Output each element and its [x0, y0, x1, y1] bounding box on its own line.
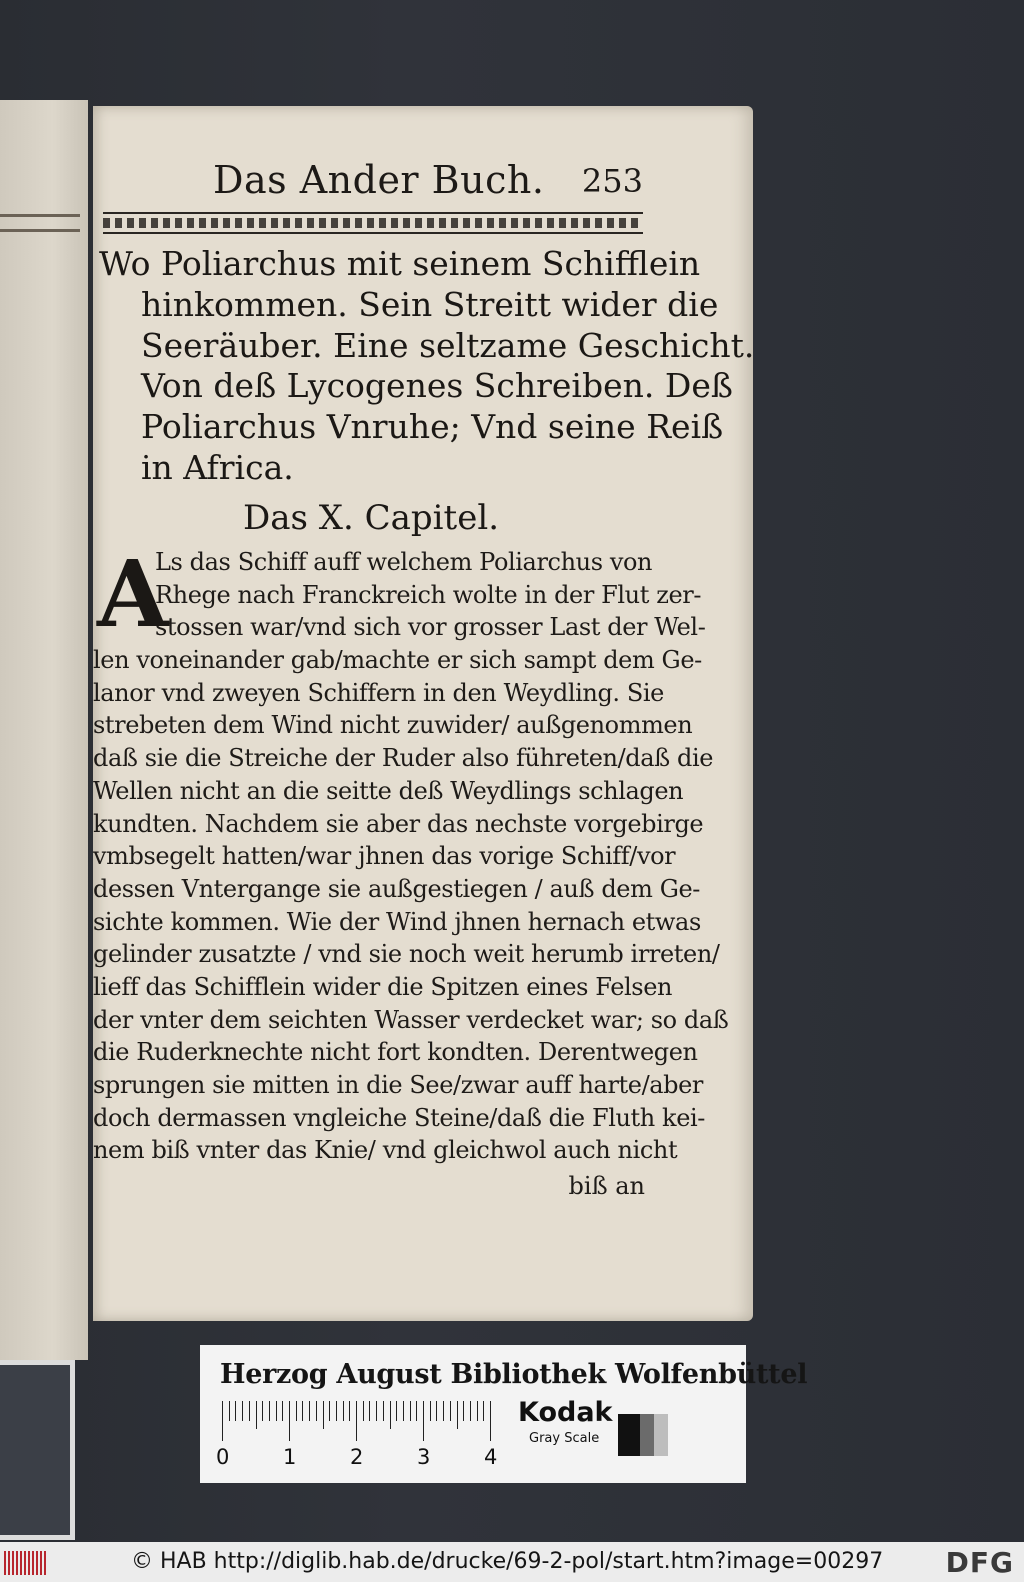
body-line: lanor vnd zweyen Schiffern in den Weydling. Sie — [93, 678, 664, 707]
ruler-tick — [269, 1401, 270, 1421]
ruler-tick — [235, 1401, 236, 1421]
ruler-tick — [483, 1401, 484, 1421]
ruler-tick — [403, 1401, 404, 1421]
ruler-number: 3 — [417, 1445, 431, 1469]
body-line: strebeten dem Wind nicht zuwider/ außgenommen — [93, 711, 693, 740]
gray-patch-light — [654, 1414, 668, 1456]
library-color-target — [200, 1345, 808, 1483]
gray-scale-caption: Gray Scale — [529, 1431, 600, 1446]
previous-page-edge — [0, 100, 88, 1360]
chapter-summary — [99, 244, 755, 489]
hab-barcode-icon — [4, 1551, 48, 1575]
body-line: len voneinander gab/machte er sich sampt dem Ge- — [93, 646, 702, 675]
ruler-tick — [457, 1401, 458, 1429]
drop-cap: A — [97, 540, 169, 648]
ruler-tick — [383, 1401, 384, 1421]
ruler-tick — [490, 1401, 491, 1441]
chapter-title: Das X. Capitel. — [243, 498, 499, 538]
ruler-tick — [323, 1401, 324, 1429]
copyright-url: © HAB http://diglib.hab.de/drucke/69-2-pol/start.htm?image=00297 — [131, 1549, 884, 1574]
ruler-tick — [296, 1401, 297, 1421]
ruler-tick — [390, 1401, 391, 1429]
ruler-tick — [376, 1401, 377, 1421]
running-head: Das Ander Buch. — [213, 158, 545, 202]
ruler-tick — [443, 1401, 444, 1421]
body-line: dessen Vntergange sie außgestiegen / auß dem Ge- — [93, 874, 700, 903]
body-line: vmbsegelt hatten/war jhnen das vorige Schiff/vor — [93, 842, 676, 871]
ruler-tick — [410, 1401, 411, 1421]
footer-bar — [0, 1542, 1024, 1582]
dfg-logo: DFG — [945, 1546, 1014, 1579]
body-line: die Ruderknechte nicht fort kondten. Derentwegen — [93, 1038, 698, 1067]
body-line: nem biß vnter das Knie/ vnd gleichwol auch nicht — [93, 1136, 678, 1165]
ruler-tick — [463, 1401, 464, 1421]
ruler-number: 2 — [350, 1445, 364, 1469]
previous-page-rule — [0, 214, 80, 232]
body-text — [93, 540, 729, 1167]
ruler-tick — [329, 1401, 330, 1421]
ruler-number: 1 — [283, 1445, 297, 1469]
ruler-number: 4 — [484, 1445, 498, 1469]
body-line: sprungen sie mitten in die See/zwar auff harte/aber — [93, 1071, 703, 1099]
kodak-logo: Kodak — [518, 1397, 613, 1428]
ruler-tick — [343, 1401, 344, 1421]
ruler-tick — [249, 1401, 250, 1421]
ruler-tick — [282, 1401, 283, 1421]
scale-ruler — [222, 1401, 494, 1441]
summary-line: hinkommen. Sein Streitt wider die — [141, 284, 719, 324]
body-line: doch dermassen vngleiche Steine/daß die Fluth kei- — [93, 1103, 705, 1132]
page-number: 253 — [581, 162, 643, 200]
ruler-tick — [356, 1401, 357, 1441]
ruler-tick — [436, 1401, 437, 1421]
gray-patch-mid — [640, 1414, 654, 1456]
ruler-tick — [416, 1401, 417, 1421]
body-line: stossen war/vnd sich vor grosser Last der Wel- — [155, 613, 706, 642]
ruler-tick — [276, 1401, 277, 1421]
previous-page-spine-shadow — [0, 1365, 70, 1535]
ruler-tick — [336, 1401, 337, 1421]
ruler-tick — [470, 1401, 471, 1421]
body-line: Rhege nach Franckreich wolte in der Flut zer- — [155, 580, 702, 609]
catchword: biß an — [568, 1172, 645, 1200]
summary-line: Von deß Lycogenes Schreiben. Deß — [141, 366, 733, 406]
body-line: der vnter dem seichten Wasser verdecket war; so daß — [93, 1005, 729, 1034]
ruler-tick — [309, 1401, 310, 1421]
body-line: lieff das Schifflein wider die Spitzen eines Felsen — [93, 972, 673, 1001]
ruler-tick — [302, 1401, 303, 1421]
ruler-tick — [229, 1401, 230, 1421]
ruler-tick — [477, 1401, 478, 1421]
ruler-tick — [369, 1401, 370, 1421]
ornamental-rule — [103, 212, 643, 234]
summary-line: Poliarchus Vnruhe; Vnd seine Reiß — [141, 407, 724, 447]
ruler-tick — [316, 1401, 317, 1421]
gray-patch-dark — [618, 1414, 640, 1456]
ruler-tick — [396, 1401, 397, 1421]
body-line: daß sie die Streiche der Ruder also führeten/daß die — [93, 744, 714, 773]
body-line: gelinder zusatzte / vnd sie noch weit herumb irreten/ — [93, 940, 720, 969]
ruler-tick — [222, 1401, 223, 1441]
book-page — [93, 106, 753, 1321]
summary-line: Seeräuber. Eine seltzame Geschicht. — [141, 325, 755, 365]
library-name: Herzog August Bibliothek Wolfenbüttel — [220, 1359, 808, 1390]
ruler-tick — [363, 1401, 364, 1421]
ruler-tick — [423, 1401, 424, 1441]
body-line: Ls das Schiff auff welchem Poliarchus von — [155, 548, 653, 576]
ruler-tick — [430, 1401, 431, 1421]
ruler-number: 0 — [216, 1445, 230, 1469]
ruler-tick — [289, 1401, 290, 1441]
body-line: Wellen nicht an die seitte deß Weydlings schlagen — [93, 776, 684, 805]
summary-line: Wo Poliarchus mit seinem Schifflein — [99, 244, 701, 283]
body-line: sichte kommen. Wie der Wind jhnen hernach etwas — [93, 907, 701, 936]
ruler-tick — [262, 1401, 263, 1421]
ruler-tick — [242, 1401, 243, 1421]
ruler-tick — [256, 1401, 257, 1429]
summary-line: in Africa. — [141, 447, 294, 487]
ruler-tick — [450, 1401, 451, 1421]
body-line: kundten. Nachdem sie aber das nechste vorgebirge — [93, 809, 704, 838]
ruler-tick — [349, 1401, 350, 1421]
